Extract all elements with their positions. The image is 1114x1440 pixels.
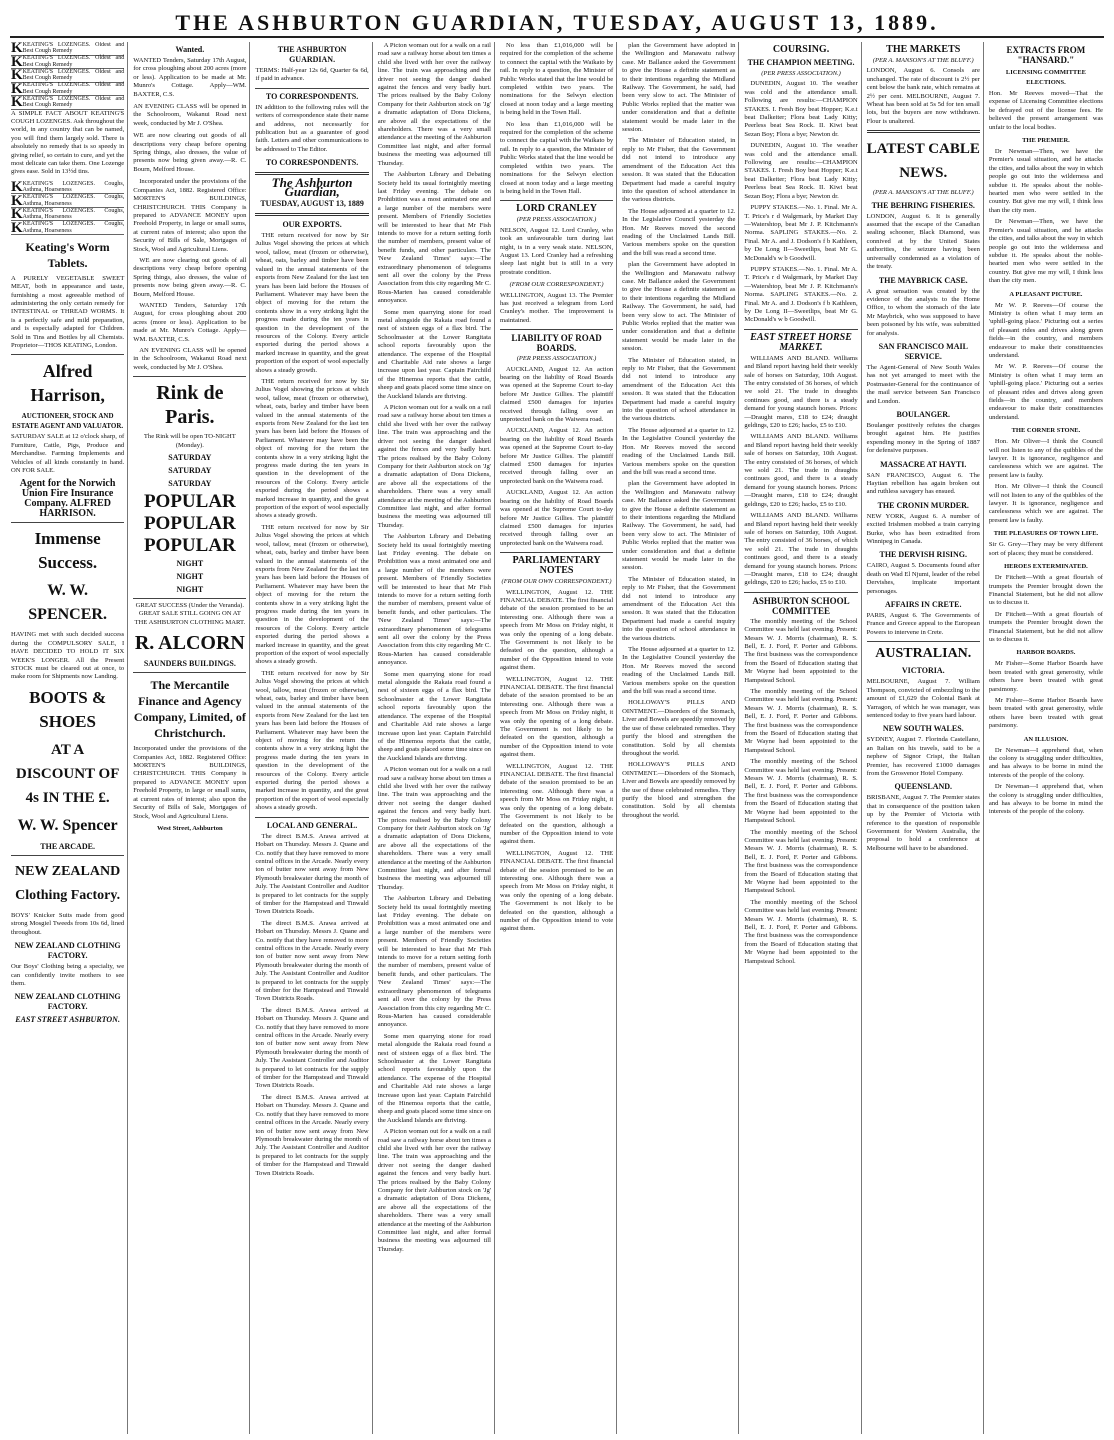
hansard-body-5: Sir G. Grey—They may be very different sort of places; they must be considered. — [988, 541, 1103, 557]
mercantile-body: Incorporated under the provisions of the Companies Act, 1882. Registered Office: MORTEN'S BUILDINGS, CHRISTCHURCH. THIS Company is prepared to ADVANCE MONEY upon Freehold Property, in large or small sums, at current rates of interest; also upon the Security of Bills of Sale, Mortgages of Stock, Wool and Agricultural Liens. — [133, 745, 247, 820]
arcade-text: THE ARCADE. — [40, 841, 95, 851]
keating-ad-3: K KEATING'S LOZENGES. Oldest and Best Cough Remedy — [11, 67, 125, 84]
wanted-body: WANTED Tenders, Saturday 17th August, for cross ploughing about 200 acres (more or less). Application to be made at Mr. Munro's Cottage. Apply—WM. BAXTER, C.S. — [133, 57, 247, 98]
col4-news: A Picton woman out for a walk on a rail road saw a railway horse about ten times a child she lived with her over the railway line. The train was approaching and the driver not seeing the danger dashed against the fences and very badly hurt. The prices realised by the Baby Colony Company for their Ashburton stock on 'Jg' a dramatic adaptation of Dora Dickens, are above all the expectations of the shareholders. There was a very small attendance at the meeting of the Ashburton Committee last night, and after formal business the meeting was adjourned till Thursday. The Ashburton Library and Debating Society held its usual fortnightly meeting last Friday evening. The debate on Prohibition was a most animated one and a large number of the members were present. Members of Friendly Societies will be interested to hear that Mr Fish intends to move for a return setting forth the number of members, present value of benefit funds, and other particulars. The 'New Zealand Times' says:—The extraordinary phenomenon of telegrams sent all over the colony by the Press Association from this city regarding Mr C. Rous-Marten has caused considerable annoyance. Some men quarrying stone for road metal alongside the Rakaia road found a nest of sixteen eggs of a flax bird. The Schoolmaster at the Lower Rangitata school reports favourably upon the attendance. The expense of the Hospital and Charitable Aid rate shows a large increase upon last year. Captain Fairchild of the Hinemoa reports that the cattle, sheep and goats placed some time since on the Auckland Islands are thriving. A Picton woman out for a walk on a rail road saw a railway horse about ten times a child she lived with her over the railway line. The train was approaching and the driver not seeing the danger dashed against the fences and very badly hurt. The prices realised by the Baby Colony Company for their Ashburton stock on 'Jg' a dramatic adaptation of Dora Dickens, are above all the expectations of the shareholders. There was a very small attendance at the meeting of the Ashburton Committee last night, and after formal business the meeting was adjourned till Thursday. The Ashburton Library and Debating Society held its usual fortnightly meeting last Friday evening. The debate on Prohibition was a most animated one and a large number of the members were present. Members of Friendly Societies will be interested to hear that Mr Fish intends to move for a return setting forth the number of members, present value of benefit funds, and other particulars. The 'New Zealand Times' says:—The extraordinary phenomenon of telegrams sent all over the colony by the Press Association from this city regarding Mr C. Rous-Marten has caused considerable annoyance. Some men quarrying stone for road metal alongside the Rakaia road found a nest of sixteen eggs of a flax bird. The Schoolmaster at the Lower Rangitata school reports favourably upon the attendance. The expense of the Hospital and Charitable Aid rate shows a large increase upon last year. Captain Fairchild of the Hinemoa reports that the cattle, sheep and goats placed some time since on the Auckland Islands are thriving. A Picton woman out for a walk on a rail road saw a railway horse about ten times a child she lived with her over the railway line. The train was approaching and the driver not seeing the danger dashed against the fences and very badly hurt. The prices realised by the Baby Colony Company for their Ashburton stock on 'Jg' a dramatic adaptation of Dora Dickens, are above all the expectations of the shareholders. There was a very small attendance at the meeting of the Ashburton Committee last night, and after formal business the meeting was adjourned till Thursday. The Ashburton Library and Debating Society held its usual fortnightly meeting last Friday evening. The debate on Prohibition was a most animated one and a large number of the members were present. Members of Friendly Societies will be interested to hear that Mr Fish intends to move for a return setting forth the number of members, present value of benefit funds, and other particulars. The 'New Zealand Times' says:—The extraordinary phenomenon of telegrams sent all over the colony by the Press Association from this city regarding Mr C. Rous-Marten has caused considerable annoyance. Some men quarrying stone for road metal alongside the Rakaia road found a nest of sixteen eggs of a flax bird. The Schoolmaster at the Lower Rangitata school reports favourably upon the attendance. The expense of the Hospital and Charitable Aid rate shows a large increase upon last year. Captain Fairchild of the Hinemoa reports that the cattle, sheep and goats placed some time since on the Auckland Islands are thriving. A Picton woman out for a walk on a rail road saw a railway horse about ten times a child she lived with her over the railway line. The train was approaching and the driver not seeing the danger dashed against the fences and very badly hurt. The prices realised by the Baby Colony Company for their Ashburton stock on 'Jg' a dramatic adaptation of Dora Dickens, are above all the expectations of the shareholders. There was a very small attendance at the meeting of the Ashburton Committee last night, and after formal business the meeting was adjourned till Thursday. — [377, 42, 491, 1253]
keating-body: A SIMPLE FACT ABOUT KEATING'S COUGH LOZENGES. Ask throughout the world, in any country that can be named, you will find them largely sold. There is absolutely no remedy that is so speedy in giving relief, so certain to cure, and yet the most delicate can take them. One Lozenge gives ease. Sold in 13½d tins. — [11, 109, 125, 176]
hansard-body-7: Mr Fisher—Some Harbor Boards have been treated with great generosity, while others have been treated with great parsimony. Mr Fisher—Some Harbor Boards have been treated with great generosity, while others have been treated with great parsimony. — [988, 660, 1103, 730]
hansard-sub-5: THE PLEASURES OF TOWN LIFE. — [993, 530, 1099, 538]
column-7 — [741, 42, 861, 1434]
markets-body: LONDON, August 6. Consols are unchanged. The rate of discount is 2½ per cent below the bank rate, which remains at 2½ per cent. MELBOURNE, August 7. Wheat has been sold at 5s 5d for ten small lots, but the buyers are now withdrawn. Flour is unaltered. — [866, 67, 980, 125]
hansard-sub-8: AN ILLUSION. — [1023, 735, 1069, 743]
correspondents-body: IN addition to the following rules will the writers of correspondence state their name and address, not necessarily for publication but as a guarantee of good faith. Letters and other communications to be addressed to The Editor. — [255, 103, 369, 153]
horse-market-heading: EAST STREET HORSE MARKET. — [750, 331, 852, 353]
hayti-body: SAN FRANCISCO, August 6. The Haytian rebellion has again broken out and ruthless savagery has ensued. — [866, 471, 980, 496]
popular-2: POPULAR — [143, 513, 236, 535]
hansard-body-8: Dr Newman—I apprehend that, when the colony is struggling under difficulties, and has always to be borne in mind the interests of the people of the colony. Dr Newman—I apprehend that, when the colony is struggling under difficulties, and has always to be borne in mind the interests of the people of the colony. — [988, 746, 1103, 816]
factory-heading: NEW ZEALAND Clothing Factory. — [15, 863, 121, 903]
keating-ad-5: K KEATING'S LOZENGES. Oldest and Best Cough Remedy — [11, 94, 125, 111]
rink-heading: Rink de Paris. — [156, 382, 224, 429]
parliamentary-body: WELLINGTON, August 12. THE FINANCIAL DEBATE. The first financial debate of the session promised to be an interesting one. Although there was a speech from Mr Moss on Friday night, it was only the opening of a long debate. The Government is not likely to be defeated on the question, although a number of the Opposition intend to vote against them. WELLINGTON, August 12. THE FINANCIAL DEBATE. The first financial debate of the session promised to be an interesting one. Although there was a speech from Mr Moss on Friday night, it was only the opening of a long debate. The Government is not likely to be defeated on the question, although a number of the Opposition intend to vote against them. WELLINGTON, August 12. THE FINANCIAL DEBATE. The first financial debate of the session promised to be an interesting one. Although there was a speech from Mr Moss on Friday night, it was only the opening of a long debate. The Government is not likely to be defeated on the question, although a number of the Opposition intend to vote against them. WELLINGTON, August 12. THE FINANCIAL DEBATE. The first financial debate of the session promised to be an interesting one. Although there was a speech from Mr Moss on Friday night, it was only the opening of a long debate. The Government is not likely to be defeated on the question, although a number of the Opposition intend to vote against them. — [499, 588, 614, 933]
alcorn-sub: SAUNDERS BUILDINGS. — [143, 659, 236, 669]
roads-body: AUCKLAND, August 12. An action bearing on the liability of Road Boards was opened at the Supreme Court to-day before Mr Justice Gillies. The plaintiff claimed £500 damages for injuries received through falling over an unprotected bank on the Waiwera road. AUCKLAND, August 12. An action bearing on the liability of Road Boards was opened at the Supreme Court to-day before Mr Justice Gillies. The plaintiff claimed £500 damages for injuries received through falling over an unprotected bank on the Waiwera road. AUCKLAND, August 12. An action bearing on the liability of Road Boards was opened at the Supreme Court to-day before Mr Justice Gillies. The plaintiff claimed £500 damages for injuries received through falling over an unprotected bank on the Waiwera road. — [499, 365, 614, 547]
australian-heading: AUSTRALIAN. — [875, 646, 972, 662]
keating-ad-8: K KEATING'S LOZENGES. Coughs, Asthma, Hoarseness — [11, 206, 125, 222]
cranley-heading: LORD CRANLEY — [516, 203, 597, 215]
night-2: NIGHT — [176, 572, 204, 582]
keating-ad-9: K KEATING'S LOZENGES. Coughs, Asthma, Hoarseness — [11, 219, 125, 236]
behring-body: LONDON, August 6. It is generally assumed that the escape of the Canadian sealing schooner, Black Diamond, was connived at by the United States authorities, the seizure having been universally condemned as a violation of the treaty. — [866, 212, 980, 271]
newspaper-masthead — [10, 6, 1104, 38]
champion-body: DUNEDIN, August 10. The weather was cold and the attendance small. Following are results:—CHAMPION STAKES. I. Fresh Boy beat Hopper; K.e.t beat Dalkeiter; Flora beat Lady Kitty; Peerless beat Sea Rock. II. Kiwi beat Sezan Boy; Flora a bye; Newton dr. DUNEDIN, August 10. The weather was cold and the attendance small. Following are results:—CHAMPION STAKES. I. Fresh Boy beat Hopper; K.e.t beat Dalkeiter; Flora beat Lady Kitty; Peerless beat Sea Rock. II. Kiwi beat Sezan Boy; Flora a bye; Newton dr. PUPPY STAKES.—No. 1. Final. Mr A. T. Price's r d Walgrmark, by Market Day—Watershtop, beat Mr J. P. Kitchmann's Norma. SAPLING STAKES.—No. 2. Final. Mr A. and J. Dodson's f b Kathleen, by De Long II—Sweetlips, beat Mr G. McDonald's w b Goodwill. PUPPY STAKES.—No. 1. Final. Mr A. T. Price's r d Walgrmark, by Market Day—Watershtop, beat Mr J. P. Kitchmann's Norma. SAPLING STAKES.—No. 2. Final. Mr A. and J. Dodson's f b Kathleen, by De Long II—Sweetlips, beat Mr G. McDonald's w b Goodwill. — [744, 80, 858, 324]
alcorn-heading: R. ALCORN — [134, 632, 245, 655]
column-9 — [986, 42, 1106, 1434]
keating-ad-7: K KEATING'S LOZENGES. Coughs, Asthma, Hoarseness — [11, 192, 125, 209]
hansard-body-4: Hon. Mr Oliver—I think the Council will not listen to any of the quibbles of the lawyer. It is ignorance, negligence and carelessness which we are against. The present law is faulty. Hon. Mr Oliver—I think the Council will not listen to any of the quibbles of the lawyer. It is ignorance, negligence and carelessness which we are against. The present law is faulty. — [988, 438, 1103, 524]
cronin-body: NEW YORK, August 6. A number of excited Irishmen mobbed a train carrying Burke, who has been extradited from Winnipeg in Canada. — [866, 512, 980, 546]
hansard-heading: EXTRACTS FROM "HANSARD." — [1006, 45, 1086, 65]
night-3: NIGHT — [176, 585, 204, 595]
sf-mail-body: The Agent-General of New South Wales has not yet arranged to meet with the Postmaster-General for the continuance of the mail service between San Francisco and London. — [866, 363, 980, 405]
hansard-body-2: Dr Newman—Then, we have the Premier's usual situation, and he attacks the cities, and talks about the way in which people go out into the wilderness and subdue it. He speaks about the noble-hearted men who were settled in the country. But give me my will, I think less than the city men. Dr Newman—Then, we have the Premier's usual situation, and he attacks the cities, and talks about the way in which people go out into the wilderness and subdue it. He speaks about the noble-hearted men who were settled in the country. But give me my will, I think less than the city men. — [988, 148, 1103, 285]
mercantile-heading: The Mercantile Finance and Agency Company, Limited, of Christchurch. — [133, 678, 246, 741]
col5-intro: No less than £1,016,000 will be required for the completion of the scheme to connect the capital with the Waikato by rail. In reply to a question, the Minister of Public Works stated that the line would be completed within two years. The nominations for the Selwyn election closed at noon today and a large meeting is being held in the Town Hall. No less than £1,016,000 will be required for the completion of the scheme to connect the capital with the Waikato by rail. In reply to a question, the Minister of Public Works stated that the line would be completed within two years. The nominations for the Selwyn election closed at noon today and a large meeting is being held in the Town Hall. — [499, 42, 614, 195]
keating-ad-4: K KEATING'S LOZENGES. Oldest and Best Cough Remedy — [11, 80, 125, 97]
gazette-title: The Ashburton Guardian, — [271, 175, 353, 199]
markets-heading: THE MARKETS — [886, 44, 961, 55]
hayti-heading: MASSACRE AT HAYTI. — [880, 459, 967, 469]
cable-news-heading: LATEST CABLE NEWS. — [866, 141, 980, 182]
guardian-heading: THE ASHBURTON GUARDIAN. — [277, 45, 347, 64]
exports-heading: OUR EXPORTS. — [282, 220, 342, 230]
champion-heading: THE CHAMPION MEETING. — [747, 58, 855, 67]
hansard-sub-7: HARBOR BOARDS. — [1016, 649, 1076, 657]
nsw-heading: NEW SOUTH WALES. — [882, 724, 964, 734]
spencer-body: HAVING met with such decided success during the COMPULSORY SALE, I HAVE DECIDED TO HOLD IT SIX WEEK'S LONGER. All the Present STOCK must be cleared out at once, to make room for Shipments now Landing. — [11, 631, 125, 681]
spencer-footer: W. W. Spencer — [17, 816, 118, 834]
coursing-heading: COURSING. — [772, 44, 830, 55]
correspondents-heading: TO CORRESPONDENTS. — [265, 91, 359, 101]
factory3-heading: NEW ZEALAND CLOTHING FACTORY. — [14, 992, 121, 1012]
hansard-sub-3: A PLEASANT PICTURE. — [1009, 290, 1083, 298]
clothing-mart-ad: GREAT SUCCESS (Under the Veranda). GREAT SALE STILL GOING ON AT THE ASHBURTON CLOTHING MART. — [134, 602, 246, 626]
hansard-body-1: Hon. Mr Reeves moved—That the expense of Licensing Committee elections be defrayed out of the license fees. He believed the present arrangement was unfair to the local bodies. — [988, 90, 1103, 131]
column-5 — [497, 42, 617, 1434]
col2-filler: Incorporated under the provisions of the Companies Act, 1882. Registered Office: MORTEN'S BUILDINGS, CHRISTCHURCH. THIS Company is prepared to ADVANCE MONEY upon Freehold Property, in large or small sums, at current rates of interest; also upon the Security of Bills of Sale, Mortgages of Stock, Wool and Agricultural Liens. WE are now clearing out goods of all descriptions very cheap before opening Spring things, also dresses, the value of presents now being given away.—R. C. Bourn, Melford House. WANTED Tenders, Saturday 17th August, for cross ploughing about 200 acres (more or less). Application to be made at Mr. Munro's Cottage. Apply—WM. BAXTER, C.S. AN EVENING CLASS will be opened in the Schoolroom, Wakanui Road next week, conducted by Mr J. O'Shea. — [133, 178, 247, 371]
dervish-heading: THE DERVISH RISING. — [879, 550, 968, 560]
factory-body: BOYS' Knicker Suits made from good strong Mosgiel Tweeds from 10s 6d, lined throughout. — [11, 911, 125, 936]
discount-text: AT A DISCOUNT OF 4s IN THE £. — [15, 741, 120, 806]
cable-news-sub: (PER A. MANSON'S AT THE BLUFF.) — [872, 189, 974, 197]
correspondent-sub: (FROM OUR CORRESPONDENT.) — [509, 281, 604, 289]
popular-1: POPULAR — [143, 491, 236, 513]
maybrick-heading: THE MAYBRICK CASE. — [878, 275, 968, 285]
saturday-2: SATURDAY — [168, 466, 212, 476]
local-body: The direct B.M.S. Arawa arrived at Hobart on Thursday. Messrs J. Quane and Co. notify that they have removed to more central offices in the Arcade. Nearly every ton of butter now sent away from New Plymouth breakwater during the month of July. The Assistant Controller and Auditor is prepared to let contracts for the supply of timber for the Hampstead and Tinwald Town Districts Roads. The direct B.M.S. Arawa arrived at Hobart on Thursday. Messrs J. Quane and Co. notify that they have removed to more central offices in the Arcade. Nearly every ton of butter now sent away from New Plymouth breakwater during the month of July. The Assistant Controller and Auditor is prepared to let contracts for the supply of timber for the Hampstead and Tinwald Town Districts Roads. The direct B.M.S. Arawa arrived at Hobart on Thursday. Messrs J. Quane and Co. notify that they have removed to more central offices in the Arcade. Nearly every ton of butter now sent away from New Plymouth breakwater during the month of July. The Assistant Controller and Auditor is prepared to let contracts for the supply of timber for the Hampstead and Tinwald Town Districts Roads. The direct B.M.S. Arawa arrived at Hobart on Thursday. Messrs J. Quane and Co. notify that they have removed to more central offices in the Arcade. Nearly every ton of butter now sent away from New Plymouth breakwater during the month of July. The Assistant Controller and Auditor is prepared to let contracts for the supply of timber for the Hampstead and Tinwald Town Districts Roads. — [255, 832, 369, 1177]
keating-ad-6: K KEATING'S LOZENGES. Coughs, Asthma, Hoarseness — [11, 179, 125, 195]
factory2-heading: NEW ZEALAND CLOTHING FACTORY. — [14, 941, 121, 961]
hansard-sub-2: THE PREMIER. — [1022, 137, 1070, 145]
hansard-sub-1: LICENSING COMMITTEE ELECTIONS. — [1005, 69, 1086, 86]
cronin-heading: THE CRONIN MURDER. — [877, 500, 969, 510]
terms: TERMS: Half-year 12s 6d, Quarter 6s 6d, if paid in advance. — [255, 67, 369, 83]
harrison-body: SATURDAY SALE at 12 o'clock sharp, of Furniture, Cattle, Pigs, Produce and Merchandise. Farming Implements and Vehicles of all kinds constantly in hand. ON FOR SALE. — [11, 433, 125, 475]
tablets-heading: Keating's Worm Tablets. — [25, 239, 110, 270]
local-heading: LOCAL AND GENERAL. — [266, 820, 358, 830]
markets-sub: (PER A. MANSON'S AT THE BLUFF.) — [872, 57, 974, 64]
crete-body: PARIS, August 6. The Governments of France and Greece appeal to the European Powers to intervene in Crete. — [866, 612, 980, 636]
page-columns — [8, 42, 1106, 1434]
keating-ad-1: K KEATING'S LOZENGES. Oldest and Best Cough Remedy — [11, 42, 125, 57]
school-committee-heading: ASHBURTON SCHOOL COMMITTEE — [752, 595, 850, 616]
parliamentary-heading: PARLIAMENTARY NOTES — [512, 555, 601, 577]
clearing-sale-ad: WE are now clearing out goods of all descriptions very cheap before opening Spring things, also dresses, the value of presents now being given away.—R. C. Bourn, Melford House. — [133, 132, 247, 173]
column-3 — [252, 42, 372, 1434]
column-6 — [619, 42, 739, 1434]
factory2-body: Our Boys' Clothing being a specialty, we can confidently invite mothers to see them. — [11, 963, 125, 987]
spencer-heading: W. W. SPENCER. — [28, 582, 107, 624]
roads-heading: LIABILITY OF ROAD BOARDS. — [511, 333, 602, 354]
correspondents2-heading: TO CORRESPONDENTS. — [265, 158, 359, 168]
wanted-heading: Wanted. — [175, 45, 205, 54]
correspondent-body: WELLINGTON, August 13. The Premier has just received a telegram from Lord Cranley's mother. The improvement is maintained. — [499, 291, 614, 324]
boulanger-heading: BOULANGER. — [896, 409, 951, 419]
harrison-sub: AUCTIONEER, STOCK AND ESTATE AGENT AND VALUATOR. — [12, 412, 124, 431]
issue-date: TUESDAY, AUGUST 13, 1889 — [260, 199, 364, 209]
boulanger-body: Boulanger positively refutes the charges brought against him. He justifies expending money in the Spring of 1887 for defensive purposes. — [866, 421, 980, 455]
queensland-heading: QUEENSLAND. — [894, 782, 953, 792]
east-street: EAST STREET ASHBURTON. — [15, 1015, 120, 1025]
cranley-body: NELSON, August 12. Lord Cranley, who took an unfavourable turn during last night, is in a very weak state. NELSON, August 13. Lord Cranley had a refreshing sleep last night but is still in a very prostrate condition. — [499, 226, 614, 276]
night-1: NIGHT — [176, 559, 204, 569]
column-1 — [8, 42, 128, 1434]
harrison-heading: Alfred Harrison, — [30, 361, 105, 406]
saturday-3: SATURDAY — [168, 479, 212, 489]
victoria-heading: VICTORIA. — [901, 666, 945, 676]
maybrick-body: A great sensation was created by the evidence of the analysts to the Home Office, to whom the stomach of the late Mr Maybrick, who was supposed to have been poisoned by his wife, was submitted for analysis. — [866, 287, 980, 337]
cranley-sub: (PER PRESS ASSOCIATION.) — [516, 216, 597, 224]
popular-3: POPULAR — [143, 535, 236, 557]
hansard-body-3: Mr W. P. Reeves—Of course the Ministry is often what I may term an 'uphill-going place.' Picturing out a series of pleasant rides and drives along green fields—in the country, and members endeavour to make their constituencies understand. Mr W. P. Reeves—Of course the Ministry is often what I may term an 'uphill-going place.' Picturing out a series of pleasant rides and drives along green fields—in the country, and members endeavour to make their constituencies understand. — [988, 301, 1103, 421]
hansard-body-6: Dr Fitchett—With a great flourish of trumpets the Premier brought down the Financial Statement, but he did not allow us to discuss it. Dr Fitchett—With a great flourish of trumpets the Premier brought down the Financial Statement, but he did not allow us to discuss it. — [988, 574, 1103, 643]
evening-class-ad: AN EVENING CLASS will be opened in the Schoolroom, Wakanui Road next week, conducted by Mr J. O'Shea. — [133, 103, 247, 127]
column-4 — [375, 42, 495, 1434]
west-street: West Street, Ashburton — [157, 824, 223, 832]
dervish-body: CAIRO, August 5. Documents found after death on Wad El Njumi, leader of the rebel Dervishes, implicate important personages. — [866, 562, 980, 595]
queensland-body: BRISBANE, August 7. The Premier states that in consequence of the position taken up by the Premier of Victoria with reference to the question of responsible Government for Western Australia, the proposal to hold a conference at Melbourne will have to be abandoned. — [866, 794, 980, 852]
school-committee-body: The monthly meeting of the School Committee was held last evening. Present: Messrs W. J. Morris (chairman), R. S. Bell, E. J. Ford, F. Porter and Gibbons. The first business was the correspondence from the Board of Education stating that Mr Wayne had been appointed to the Hampstead School. The monthly meeting of the School Committee was held last evening. Present: Messrs W. J. Morris (chairman), R. S. Bell, E. J. Ford, F. Porter and Gibbons. The first business was the correspondence from the Board of Education stating that Mr Wayne had been appointed to the Hampstead School. The monthly meeting of the School Committee was held last evening. Present: Messrs W. J. Morris (chairman), R. S. Bell, E. J. Ford, F. Porter and Gibbons. The first business was the correspondence from the Board of Education stating that Mr Wayne had been appointed to the Hampstead School. The monthly meeting of the School Committee was held last evening. Present: Messrs W. J. Morris (chairman), R. S. Bell, E. J. Ford, F. Porter and Gibbons. The first business was the correspondence from the Board of Education stating that Mr Wayne had been appointed to the Hampstead School. The monthly meeting of the School Committee was held last evening. Present: Messrs W. J. Morris (chairman), R. S. Bell, E. J. Ford, F. Porter and Gibbons. The first business was the correspondence from the Board of Education stating that Mr Wayne had been appointed to the Hampstead School. — [744, 617, 858, 965]
crete-heading: AFFAIRS IN CRETE. — [884, 600, 962, 610]
norwich-ad: Agent for the Norwich Union Fire Insurance Company. ALFRED HARRISON. — [19, 478, 116, 520]
parliamentary-sub: (FROM OUR OWN CORRESPONDENT.) — [501, 578, 612, 586]
exports-body: THE return received for now by Sir Julius Vogel showing the prices at which wool, tallow, meat (frozen or otherwise), wheat, oats, barley and timber have been valued in the annual statements of the exports from New Zealand for the last ten years has been laid before the Houses of Parliament. Whatever may have been the object of moving for the return the contents show in a very striking light the progress made during the ten years in question in the development of the resources of the Colony. Every article exported during the period shows a marked increase in quantity, and the great proportion of the export of wool especially shows a steady growth. THE return received for now by Sir Julius Vogel showing the prices at which wool, tallow, meat (frozen or otherwise), wheat, oats, barley and timber have been valued in the annual statements of the exports from New Zealand for the last ten years has been laid before the Houses of Parliament. Whatever may have been the object of moving for the return the contents show in a very striking light the progress made during the ten years in question in the development of the resources of the Colony. Every article exported during the period shows a marked increase in quantity, and the great proportion of the export of wool especially shows a steady growth. THE return received for now by Sir Julius Vogel showing the prices at which wool, tallow, meat (frozen or otherwise), wheat, oats, barley and timber have been valued in the annual statements of the exports from New Zealand for the last ten years has been laid before the Houses of Parliament. Whatever may have been the object of moving for the return the contents show in a very striking light the progress made during the ten years in question in the development of the resources of the Colony. Every article exported during the period shows a marked increase in quantity, and the great proportion of the export of wool especially shows a steady growth. THE return received for now by Sir Julius Vogel showing the prices at which wool, tallow, meat (frozen or otherwise), wheat, oats, barley and timber have been valued in the annual statements of the exports from New Zealand for the last ten years has been laid before the Houses of Parliament. Whatever may have been the object of moving for the return the contents show in a very striking light the progress made during the ten years in question in the development of the resources of the Colony. Every article exported during the period shows a marked increase in quantity, and the great proportion of the export of wool especially shows a steady growth. — [255, 232, 369, 812]
horse-market-body: WILLIAMS AND BLAND. Williams and Bland report having held their weekly sale of horses on Saturday, 10th August. The entry consisted of 36 horses, of which we sold 21. The trade in draughts continues good, and there is a steady demand for young staunch horses. Prices:—Draught mares, £18 to £24; draught geldings, £20 to £26; hacks, £5 to £10. WILLIAMS AND BLAND. Williams and Bland report having held their weekly sale of horses on Saturday, 10th August. The entry consisted of 36 horses, of which we sold 21. The trade in draughts continues good, and there is a steady demand for young staunch horses. Prices:—Draught mares, £18 to £24; draught geldings, £20 to £26; hacks, £5 to £10. WILLIAMS AND BLAND. Williams and Bland report having held their weekly sale of horses on Saturday, 10th August. The entry consisted of 36 horses, of which we sold 21. The trade in draughts continues good, and there is a steady demand for young staunch horses. Prices:—Draught mares, £18 to £24; draught geldings, £20 to £26; hacks, £5 to £10. — [744, 354, 858, 587]
roads-sub: (PER PRESS ASSOCIATION.) — [516, 355, 597, 363]
column-8 — [864, 42, 984, 1434]
boots-heading: BOOTS & SHOES — [29, 687, 107, 731]
sf-mail-heading: SAN FRANCISCO MAIL SERVICE. — [878, 341, 968, 361]
hansard-sub-6: HEROES EXTERMINATED. — [1004, 563, 1088, 571]
hansard-sub-4: THE CORNER STONE. — [1011, 427, 1081, 435]
col6-news: plan the Government have adopted in the Wellington and Manawatu railway case. Mr Ballance asked the Government to give the House a definite statement as to their intentions regarding the Midland Railway. The Government, he said, had been very slow to act. The Minister of Public Works replied that the matter was under consideration and that a definite statement would be made later in the session. The Minister of Education stated, in reply to Mr Fisher, that the Government did not intend to introduce any amendment of the Education Act this session. It was stated that the Education Department had made a careful inquiry into the question of school attendance in the various districts. The House adjourned at a quarter to 12. In the Legislative Council yesterday the Hon. Mr Reeves moved the second reading of the Unclaimed Lands Bill. Various members spoke on the question and the bill was read a second time. plan the Government have adopted in the Wellington and Manawatu railway case. Mr Ballance asked the Government to give the House a definite statement as to their intentions regarding the Midland Railway. The Government, he said, had been very slow to act. The Minister of Public Works replied that the matter was under consideration and that a definite statement would be made later in the session. The Minister of Education stated, in reply to Mr Fisher, that the Government did not intend to introduce any amendment of the Education Act this session. It was stated that the Education Department had made a careful inquiry into the question of school attendance in the various districts. The House adjourned at a quarter to 12. In the Legislative Council yesterday the Hon. Mr Reeves moved the second reading of the Unclaimed Lands Bill. Various members spoke on the question and the bill was read a second time. plan the Government have adopted in the Wellington and Manawatu railway case. Mr Ballance asked the Government to give the House a definite statement as to their intentions regarding the Midland Railway. The Government, he said, had been very slow to act. The Minister of Public Works replied that the matter was under consideration and that a definite statement would be made later in the session. The Minister of Education stated, in reply to Mr Fisher, that the Government did not intend to introduce any amendment of the Education Act this session. It was stated that the Education Department had made a careful inquiry into the question of school attendance in the various districts. The House adjourned at a quarter to 12. In the Legislative Council yesterday the Hon. Mr Reeves moved the second reading of the Unclaimed Lands Bill. Various members spoke on the question and the bill was read a second time. HOLLOWAY'S PILLS AND OINTMENT.—Disorders of the Stomach, Liver and Bowels are speedily removed by the use of these celebrated remedies. They purify the blood and strengthen the constitution. Sold by all chemists throughout the world. HOLLOWAY'S PILLS AND OINTMENT.—Disorders of the Stomach, Liver and Bowels are speedily removed by the use of these celebrated remedies. They purify the blood and strengthen the constitution. Sold by all chemists throughout the world. — [622, 42, 736, 819]
saturday-1: SATURDAY — [168, 453, 212, 463]
nsw-body: SYDNEY, August 7. Florinda Castellano, an Italian on his travels, said to be a nephew of Signor Crispi, the Italian Premier, has recovered £1000 damages from the Grosvenor Hotel Company. — [866, 736, 980, 777]
keating-ad-2: K KEATING'S LOZENGES. Oldest and Best Cough Remedy — [11, 53, 125, 70]
behring-heading: THE BEHRING FISHERIES. — [871, 200, 975, 210]
success-heading: Immense Success. — [34, 529, 101, 573]
victoria-body: MELBOURNE, August 7. William Thompson, convicted of embezzling to the amount of £1,629 the Colonial Bank at Yarragon, of which he was manager, was sentenced today to five years hard labour. — [866, 678, 980, 719]
champion-sub: (PER PRESS ASSOCIATION.) — [761, 70, 841, 77]
rink-body: The Rink will be open TO-NIGHT (Monday). — [143, 433, 236, 449]
masthead-title: THE ASHBURTON GUARDIAN, TUESDAY, AUGUST 13, 1889. — [175, 10, 939, 35]
tablets-body: A PURELY VEGETABLE SWEET MEAT, both in appearance and taste, furnishing a most agreeable method of administering the only certain remedy for INTESTINAL or THREAD WORMS. It is a perfectly safe and mild preparation, and is especially adapted for Children. Sold in Tins and Bottles by all Chemists. Proprietor—THOS KEATING, London. — [11, 274, 125, 349]
column-2 — [130, 42, 250, 1434]
